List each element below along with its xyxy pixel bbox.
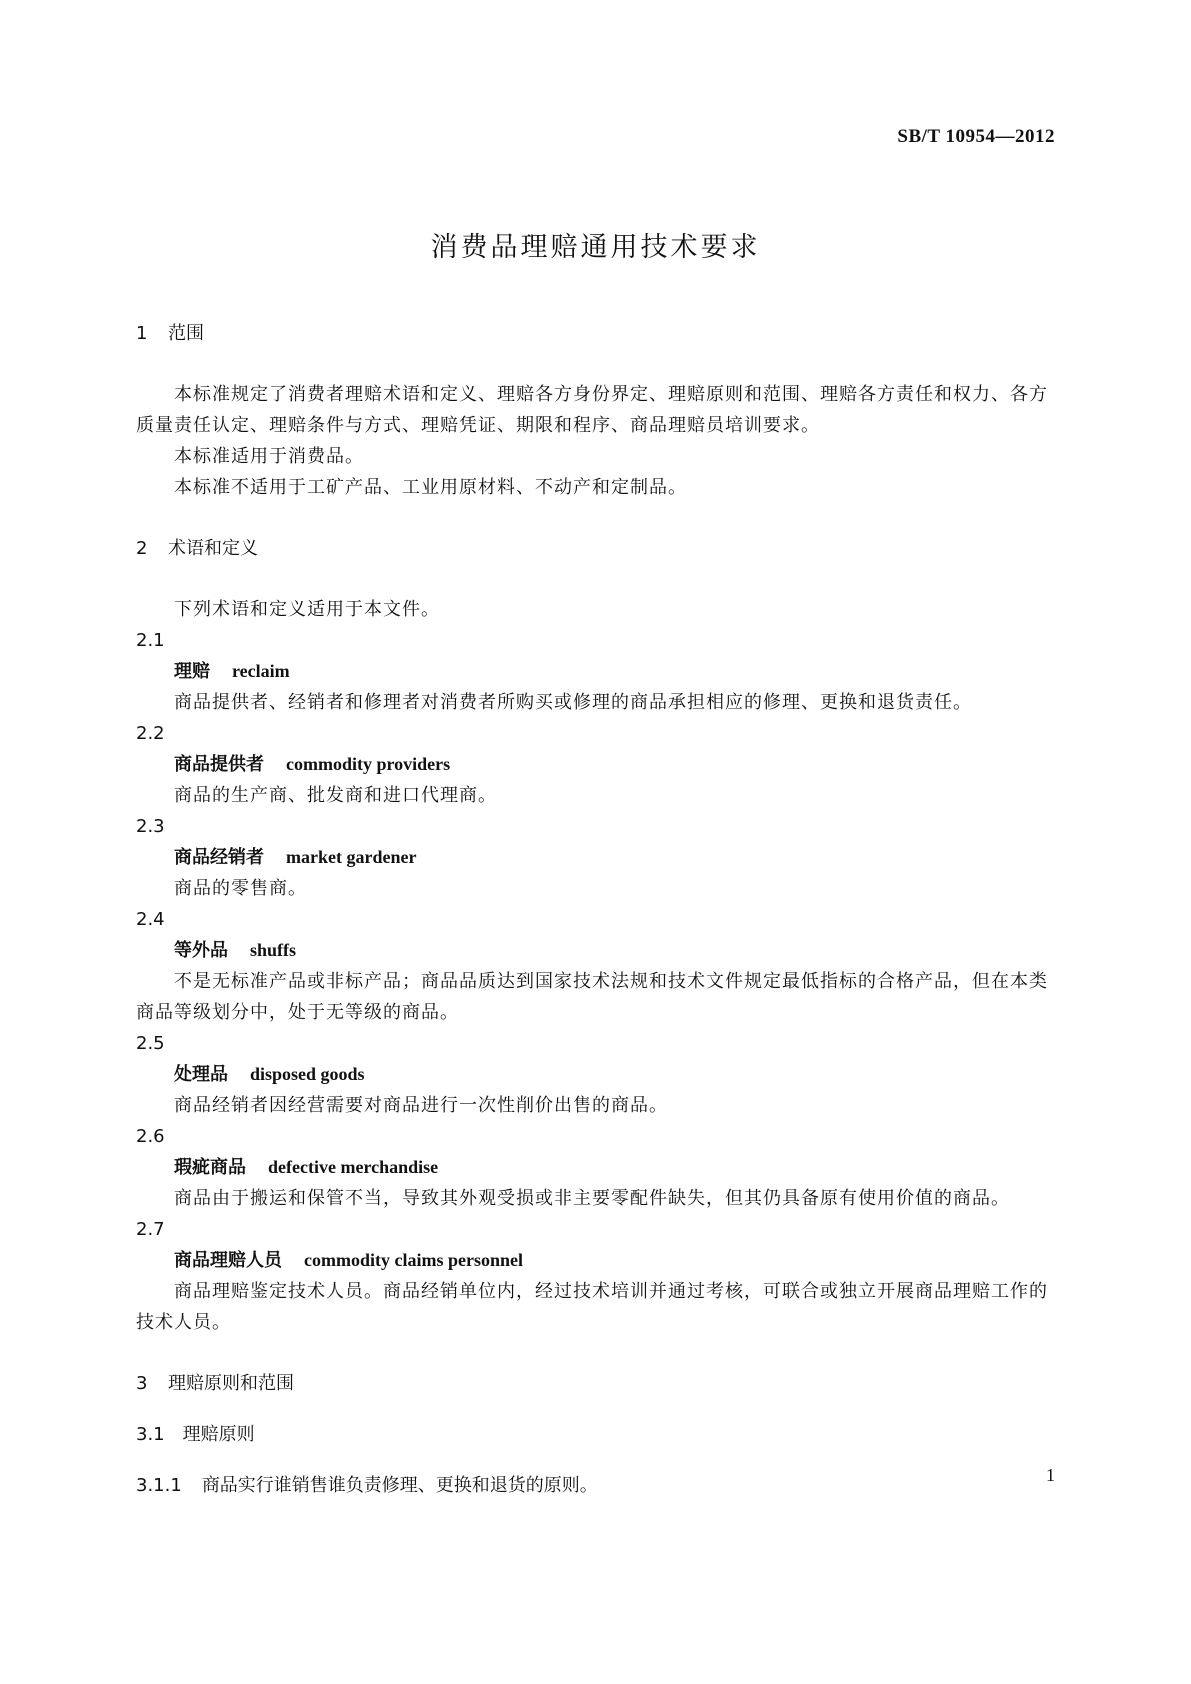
term-definition: 商品经销者因经营需要对商品进行一次性削价出售的商品。 <box>174 1095 668 1116</box>
subsection-title: 理赔原则 <box>182 1424 255 1445</box>
term-cn: 处理品 <box>174 1064 228 1085</box>
term-definition: 商品的零售商。 <box>174 878 307 899</box>
term-number: 2.2 <box>136 723 165 744</box>
standard-code: SB/T 10954—2012 <box>897 126 1055 147</box>
section-title: 范围 <box>168 323 204 344</box>
terms-intro: 下列术语和定义适用于本文件。 <box>174 599 440 620</box>
term-cn: 瑕疵商品 <box>174 1157 246 1178</box>
document-body <box>136 318 1056 1501</box>
term-cn: 商品理赔人员 <box>174 1250 282 1271</box>
subsection-number: 3.1 <box>136 1424 165 1445</box>
term-cn: 等外品 <box>174 940 228 961</box>
term-definition: 商品由于搬运和保管不当，导致其外观受损或非主要零配件缺失，但其仍具备原有使用价值的商品。 <box>174 1188 1010 1209</box>
term-en: commodity providers <box>286 754 451 774</box>
term-en: commodity claims personnel <box>304 1250 523 1270</box>
term-cn: 商品提供者 <box>174 754 264 775</box>
term-entry <box>136 656 1056 687</box>
term-entry <box>136 1245 1056 1276</box>
term-en: reclaim <box>232 661 290 681</box>
term-number: 2.1 <box>136 630 165 651</box>
section-1-heading <box>136 318 1056 349</box>
term-cn: 理赔 <box>174 661 210 682</box>
term-en: market gardener <box>286 847 417 867</box>
term-number: 2.5 <box>136 1033 165 1054</box>
section-title: 理赔原则和范围 <box>168 1373 294 1394</box>
section-number: 1 <box>136 323 148 344</box>
term-en: disposed goods <box>250 1064 365 1084</box>
term-number: 2.4 <box>136 909 165 930</box>
term-definition: 商品的生产商、批发商和进口代理商。 <box>174 785 497 806</box>
section-3-heading <box>136 1368 1056 1399</box>
document-title: 消费品理赔通用技术要求 <box>430 232 761 263</box>
term-number: 2.7 <box>136 1219 165 1240</box>
section-number: 3 <box>136 1373 148 1394</box>
clause-number: 3.1.1 <box>136 1475 182 1496</box>
clause <box>136 1470 1056 1501</box>
section-number: 2 <box>136 538 148 559</box>
term-entry <box>136 935 1056 966</box>
clause-text: 商品实行谁销售谁负责修理、更换和退货的原则。 <box>201 1475 598 1496</box>
term-entry <box>136 1059 1056 1090</box>
term-entry <box>136 1152 1056 1183</box>
scope-paragraph: 本标准规定了消费者理赔术语和定义、理赔各方身份界定、理赔原则和范围、理赔各方责任和权力、各方质量责任认定、理赔条件与方式、理赔凭证、期限和程序、商品理赔员培训要求。 <box>136 384 1048 436</box>
page-number: 1 <box>1046 1465 1055 1485</box>
term-number: 2.3 <box>136 816 165 837</box>
term-en: shuffs <box>250 940 297 960</box>
section-2-heading <box>136 533 1056 564</box>
term-number: 2.6 <box>136 1126 165 1147</box>
term-definition: 商品提供者、经销者和修理者对消费者所购买或修理的商品承担相应的修理、更换和退货责任。 <box>174 692 972 713</box>
subsection-heading <box>136 1419 1056 1450</box>
term-entry <box>136 749 1056 780</box>
section-title: 术语和定义 <box>168 538 258 559</box>
scope-paragraph: 本标准适用于消费品。 <box>174 446 364 467</box>
term-entry <box>136 842 1056 873</box>
term-definition: 商品理赔鉴定技术人员。商品经销单位内，经过技术培训并通过考核，可联合或独立开展商品理赔工作的技术人员。 <box>136 1281 1048 1333</box>
term-definition: 不是无标准产品或非标产品；商品品质达到国家技术法规和技术文件规定最低指标的合格产品，但在本类商品等级划分中，处于无等级的商品。 <box>136 971 1048 1023</box>
term-cn: 商品经销者 <box>174 847 264 868</box>
term-en: defective merchandise <box>268 1157 439 1177</box>
scope-paragraph: 本标准不适用于工矿产品、工业用原材料、不动产和定制品。 <box>174 477 687 498</box>
